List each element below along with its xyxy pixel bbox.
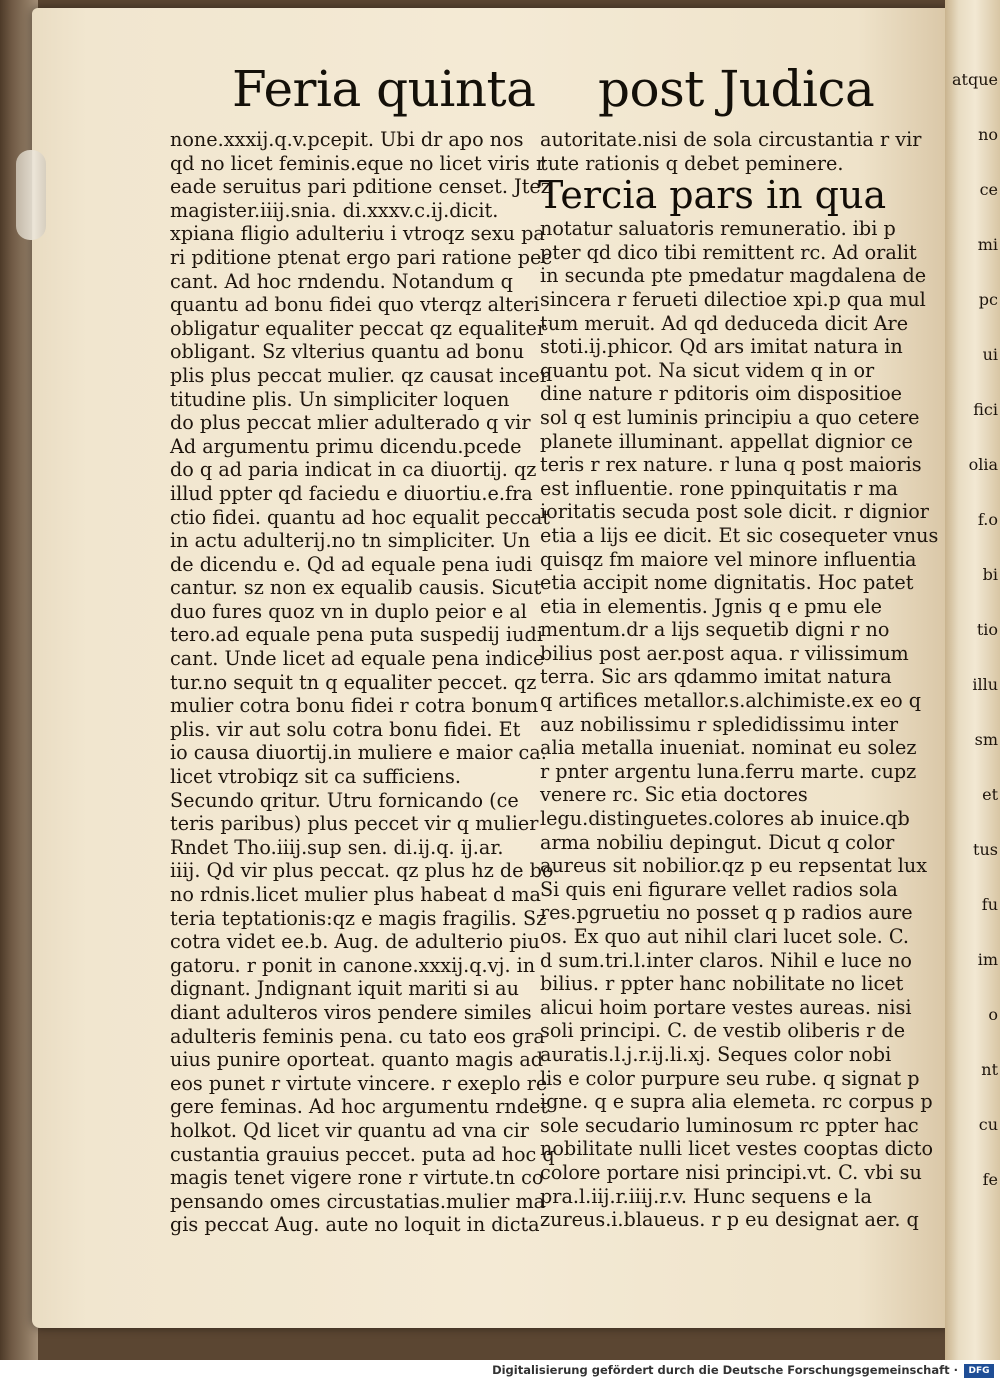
dfg-logo: DFG: [964, 1364, 994, 1378]
text-line: obligatur equaliter peccat qz equaliter: [170, 316, 547, 340]
text-line: bilius. r ppter hanc nobilitate no licet: [540, 972, 904, 996]
section-heading: Tercia pars in qua: [538, 173, 887, 218]
text-line: Secundo qritur. Utru fornicando (ce: [170, 788, 519, 812]
text-line: Rndet Tho.iiij.sup sen. di.ij.q. ij.ar.: [170, 835, 504, 859]
text-line: autoritate.nisi de sola circustantia r vir: [540, 128, 922, 151]
next-page-fragment: o: [988, 1005, 998, 1024]
text-line: os. Ex quo aut nihil clari lucet sole. C.: [540, 925, 909, 948]
text-line: magis tenet vigere rone r virtute.tn co: [170, 1166, 544, 1190]
next-page-fragment: tio: [976, 620, 998, 639]
text-line: illud ppter qd faciedu e diuortiu.e.fra: [170, 481, 533, 505]
text-line: terra. Sic ars qdammo imitat natura: [540, 665, 892, 689]
page-clip: [16, 150, 46, 240]
text-line: gatoru. r ponit in canone.xxxij.q.vj. in: [170, 953, 536, 977]
text-line: Ad argumentu primu dicendu.pcede: [170, 434, 522, 458]
text-line: ioritatis secuda post sole dicit. r dignior: [540, 500, 929, 524]
next-page-fragment: f.o: [977, 510, 998, 529]
text-line: auz nobilissimu r spledidissimu inter: [540, 712, 899, 736]
text-line: zureus.i.blaueus. r p eu designat aer. q: [540, 1208, 919, 1232]
text-line: io causa diuortij.in muliere e maior ca.: [170, 741, 547, 765]
text-line: cotra videt ee.b. Aug. de adulterio piu: [170, 930, 540, 954]
text-line: aureus sit nobilior.qz p eu repsentat lux: [540, 854, 928, 878]
text-line: teria teptationis:qz e magis fragilis. Sz: [170, 906, 547, 930]
next-page-fragment: no: [978, 125, 998, 144]
text-line: gere feminas. Ad hoc argumentu rndet: [170, 1095, 549, 1119]
text-line: nobilitate nulli licet vestes cooptas dicto: [540, 1137, 934, 1161]
next-page-fragment: et: [982, 785, 998, 804]
text-line: magister.iiij.snia. di.xxxv.c.ij.dicit.: [170, 198, 499, 222]
right-text-column: [538, 128, 939, 1232]
text-line: legu.distinguetes.colores ab inuice.qb: [540, 807, 910, 831]
text-line: igne. q e supra alia elemeta. rc corpus p: [540, 1090, 933, 1114]
text-line: plis. vir aut solu cotra bonu fidei. Et: [170, 717, 521, 741]
text-line: none.xxxij.q.v.pcepit. Ubi dr apo nos: [170, 128, 524, 151]
text-line: do q ad paria indicat in ca diuortij. qz: [170, 458, 537, 482]
text-line: cant. Ad hoc rndendu. Notandum q: [170, 269, 513, 293]
next-page-fragment: im: [977, 950, 998, 969]
text-line: stoti.ij.phicor. Qd ars imitat natura in: [540, 335, 903, 359]
text-line: soli principi. C. de vestib oliberis r de: [540, 1019, 906, 1043]
text-line: no rdnis.licet mulier plus habeat d ma: [170, 883, 541, 906]
text-line: eade seruitus pari pditione censet. Jtez: [170, 175, 551, 199]
footer-bar: [0, 1362, 1000, 1381]
text-line: tute rationis q debet peminere.: [540, 151, 844, 175]
text-line: notatur saluatoris remuneratio. ibi p: [540, 217, 896, 241]
running-header-right: post Judica: [598, 60, 875, 118]
text-line: in actu adulterij.no tn simpliciter. Un: [170, 529, 531, 553]
text-line: sole secudario luminosum rc ppter hac: [540, 1113, 919, 1137]
text-line: est influentie. rone ppinquitatis r ma: [540, 476, 898, 500]
text-line: sincera r ferueti dilectioe xpi.p qua mul: [540, 287, 926, 311]
text-line: bilius post aer.post aqua. r vilissimum: [540, 641, 909, 665]
right-column-body: [540, 217, 939, 1232]
next-page-fragment: illu: [972, 675, 998, 694]
next-page-fragment: fici: [973, 400, 998, 419]
text-line: tero.ad equale pena puta suspedij iudi: [170, 623, 543, 647]
text-line: Si quis eni figurare vellet radios sola: [540, 877, 898, 901]
text-line: plis plus peccat mulier. qz causat incer: [170, 363, 549, 387]
text-line: teris paribus) plus peccet vir q mulier: [170, 812, 539, 836]
text-line: holkot. Qd licet vir quantu ad vna cir: [170, 1118, 529, 1142]
text-line: iiij. Qd vir plus peccat. qz plus hz de bo: [170, 859, 554, 883]
text-line: teris r rex nature. r luna q post maioris: [540, 453, 922, 477]
text-line: adulteris feminis pena. cu tato eos gra: [170, 1024, 545, 1048]
next-page-fragment: tus: [973, 840, 998, 859]
text-line: uius punire oporteat. quanto magis ad: [170, 1048, 544, 1072]
text-line: etia accipit nome dignitatis. Hoc patet: [540, 571, 914, 595]
text-line: quantu ad bonu fidei quo vterqz alteri: [170, 293, 540, 317]
text-line: r pnter argentu luna.ferru marte. cupz: [540, 759, 917, 783]
text-line: tur.no sequit tn q equaliter peccet. qz: [170, 670, 537, 694]
next-page-fragment: fu: [981, 895, 998, 914]
next-page-fragment: sm: [974, 730, 998, 749]
text-line: venere rc. Sic etia doctores: [540, 783, 808, 807]
text-line: etia in elementis. Jgnis q e pmu ele: [540, 594, 883, 618]
text-line: titudine plis. Un simpliciter loquen: [170, 387, 510, 411]
adjacent-page-fragment: [952, 0, 1000, 1340]
text-line: res.pgruetiu no posset q p radios aure: [540, 901, 913, 925]
next-page-fragment: bi: [982, 565, 998, 584]
text-line: ctio fidei. quantu ad hoc equalit peccat: [170, 505, 550, 529]
text-line: cant. Unde licet ad equale pena indice: [170, 647, 545, 671]
text-line: qd no licet feminis.eque no licet viris r: [170, 151, 546, 175]
text-line: pensando omes circustatias.mulier ma: [170, 1189, 546, 1213]
text-line: alia metalla inueniat. nominat eu solez: [540, 736, 917, 760]
text-line: xpiana fligio adulteriu i vtroqz sexu pa: [170, 222, 545, 246]
text-line: ri pditione ptenat ergo pari ratione pec: [170, 245, 553, 269]
text-line: de dicendu e. Qd ad equale pena iudi: [170, 552, 533, 576]
text-line: pra.l.iij.r.iiij.r.v. Hunc sequens e la: [540, 1184, 872, 1208]
text-line: licet vtrobiqz sit ca sufficiens.: [170, 765, 461, 789]
text-line: alicui hoim portare vestes aureas. nisi: [540, 995, 912, 1019]
text-line: in secunda pte pmedatur magdalena de: [540, 264, 927, 288]
text-line: quantu pot. Na sicut videm q in or: [540, 358, 875, 382]
text-line: planete illuminant. appellat dignior ce: [540, 429, 913, 453]
funding-notice: Digitalisierung gefördert durch die Deutsche Forschungsgemeinschaft ·: [492, 1363, 958, 1377]
text-line: colore portare nisi principi.vt. C. vbi su: [540, 1160, 922, 1184]
text-line: arma nobiliu depingut. Dicut q color: [540, 830, 895, 854]
text-line: tum meruit. Ad qd deduceda dicit Are: [540, 311, 909, 335]
next-page-fragment: fe: [982, 1170, 998, 1189]
text-line: sol q est luminis principiu a quo cetere: [540, 405, 920, 429]
text-line: obligant. Sz vlterius quantu ad bonu: [170, 340, 525, 364]
text-line: dine nature r pditoris oim dispositioe: [540, 382, 903, 406]
next-page-fragment: olia: [968, 455, 998, 474]
next-page-fragment: cu: [978, 1115, 998, 1134]
text-line: mulier cotra bonu fidei r cotra bonum: [170, 694, 539, 718]
text-line: dignant. Jndignant iquit mariti si au: [170, 977, 519, 1001]
next-page-fragment: pc: [978, 290, 998, 309]
left-text-column: [170, 128, 555, 1237]
right-column-intro: [540, 128, 922, 175]
text-line: auratis.l.j.r.ij.li.xj. Seques color nobi: [540, 1042, 892, 1066]
next-page-fragment: atque: [952, 70, 998, 89]
next-page-fragment: ui: [982, 345, 998, 364]
text-line: cantur. sz non ex equalib causis. Sicut: [170, 576, 542, 600]
text-line: gis peccat Aug. aute no loquit in dicta: [170, 1213, 540, 1237]
text-line: d sum.tri.l.inter claros. Nihil e luce no: [540, 948, 912, 972]
running-header-left: Feria quinta: [232, 60, 536, 118]
text-line: eos punet r virtute vincere. r exeplo re: [170, 1071, 548, 1095]
text-line: mentum.dr a lijs sequetib digni r no: [540, 618, 890, 642]
text-line: diant adulteros viros pendere similes: [170, 1000, 532, 1024]
text-line: duo fures quoz vn in duplo peior e al: [170, 599, 527, 623]
next-page-fragment: ce: [979, 180, 998, 199]
text-line: etia a lijs ee dicit. Et sic cosequeter vnus: [540, 523, 939, 547]
next-page-fragment: mi: [977, 235, 998, 254]
next-page-fragment: nt: [981, 1060, 998, 1079]
text-line: q artifices metallor.s.alchimiste.ex eo q: [540, 689, 922, 713]
text-line: quisqz fm maiore vel minore influentia: [540, 547, 917, 571]
text-line: pter qd dico tibi remittent rc. Ad oralit: [540, 240, 917, 264]
text-line: custantia grauius peccet. puta ad hoc q: [170, 1142, 555, 1166]
text-line: do plus peccat mlier adulterado q vir: [170, 411, 531, 435]
text-line: lis e color purpure seu rube. q signat p: [540, 1066, 920, 1090]
